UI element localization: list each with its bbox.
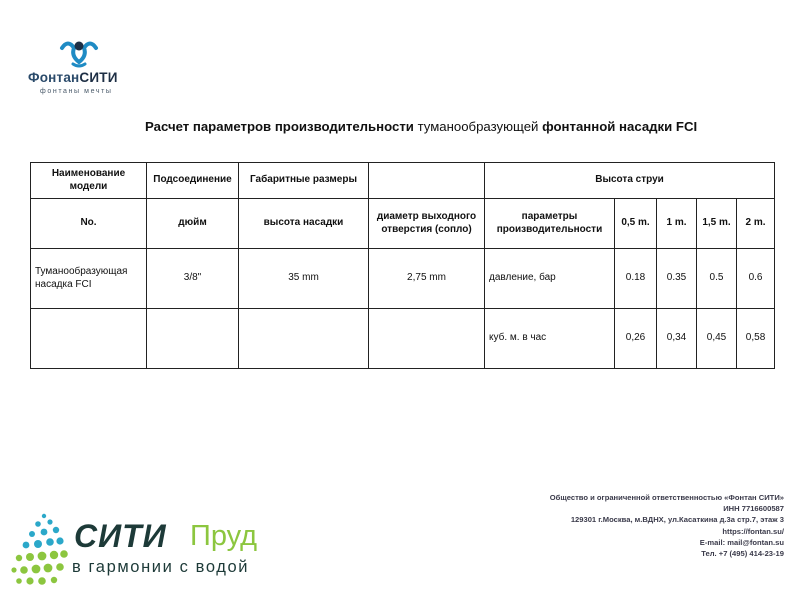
cell-pressure-1-5: 0.5 (697, 249, 737, 309)
title-part1: Расчет параметров производительности (145, 119, 414, 134)
pond-logo-word2: Пруд (190, 520, 258, 552)
table-row (31, 309, 775, 369)
subheader-height-2: 2 m. (737, 199, 775, 249)
cell-flow-2: 0,58 (737, 309, 775, 369)
company-name: Общество и ограниченной ответственностью «Фонтан СИТИ» (549, 493, 784, 502)
fontan-city-logo (28, 36, 138, 100)
company-email-link[interactable]: E-mail: mail@fontan.su (699, 537, 784, 547)
subheader-height-1: 1 m. (657, 199, 697, 249)
cell-pressure-0-5: 0.18 (615, 249, 657, 309)
cell-flow-1: 0,34 (657, 309, 697, 369)
subheader-diameter: диаметр выходного отверстия (сопло) (369, 199, 485, 249)
cell-pressure-1: 0.35 (657, 249, 697, 309)
header-empty-cell (369, 163, 485, 199)
cell-flow-label: куб. м. в час (485, 309, 615, 369)
logo-tagline: фонтаны мечты (40, 88, 113, 95)
title-part2: туманообразующей (417, 119, 539, 134)
logo-part2: СИТИ (79, 70, 118, 85)
cell-empty (31, 309, 147, 369)
header-jet-height: Высота струи (485, 163, 775, 199)
city-pond-logo (10, 510, 290, 590)
subheader-height-1-5: 1,5 m. (697, 199, 737, 249)
subheader-height-0-5: 0,5 m. (615, 199, 657, 249)
header-dimensions: Габаритные размеры (239, 163, 369, 199)
table-row (31, 163, 775, 199)
fountain-icon (58, 36, 100, 68)
logo-part1: Фонтан (28, 70, 80, 85)
company-inn: ИНН 7716600587 (723, 504, 784, 514)
cell-diameter: 2,75 mm (369, 249, 485, 309)
subheader-inch: дюйм (147, 199, 239, 249)
company-phone: Тел. +7 (495) 414-23-19 (701, 549, 784, 559)
parameters-table (30, 162, 775, 369)
subheader-no: No. (31, 199, 147, 249)
cell-empty (239, 309, 369, 369)
page-title (145, 119, 697, 134)
header-connection: Подсоединение (147, 163, 239, 199)
cell-pressure-2: 0.6 (737, 249, 775, 309)
cell-nozzle-height: 35 mm (239, 249, 369, 309)
company-contacts (550, 492, 784, 559)
cell-inch: 3/8" (147, 249, 239, 309)
table-row (31, 249, 775, 309)
cell-empty (147, 309, 239, 369)
logo-wordmark (28, 70, 118, 85)
water-drops-icon (10, 510, 72, 590)
pond-logo-slogan: в гармонии с водой (72, 558, 250, 576)
pond-logo-word1: СИТИ (74, 518, 167, 554)
cell-empty (369, 309, 485, 369)
table-row (31, 199, 775, 249)
cell-pressure-label: давление, бар (485, 249, 615, 309)
company-website-link[interactable]: https://fontan.su/ (722, 526, 784, 536)
company-address: 129301 г.Москва, м.ВДНХ, ул.Касаткина д.3а стр.7, этаж 3 (570, 515, 784, 525)
cell-flow-0-5: 0,26 (615, 309, 657, 369)
title-part3: фонтанной насадки FCI (542, 119, 698, 134)
header-model: Наименование модели (31, 163, 147, 199)
cell-model-name: Туманообразующая насадка FCI (31, 249, 147, 309)
cell-flow-1-5: 0,45 (697, 309, 737, 369)
subheader-nozzle-height: высота насадки (239, 199, 369, 249)
subheader-performance: параметры производительности (485, 199, 615, 249)
